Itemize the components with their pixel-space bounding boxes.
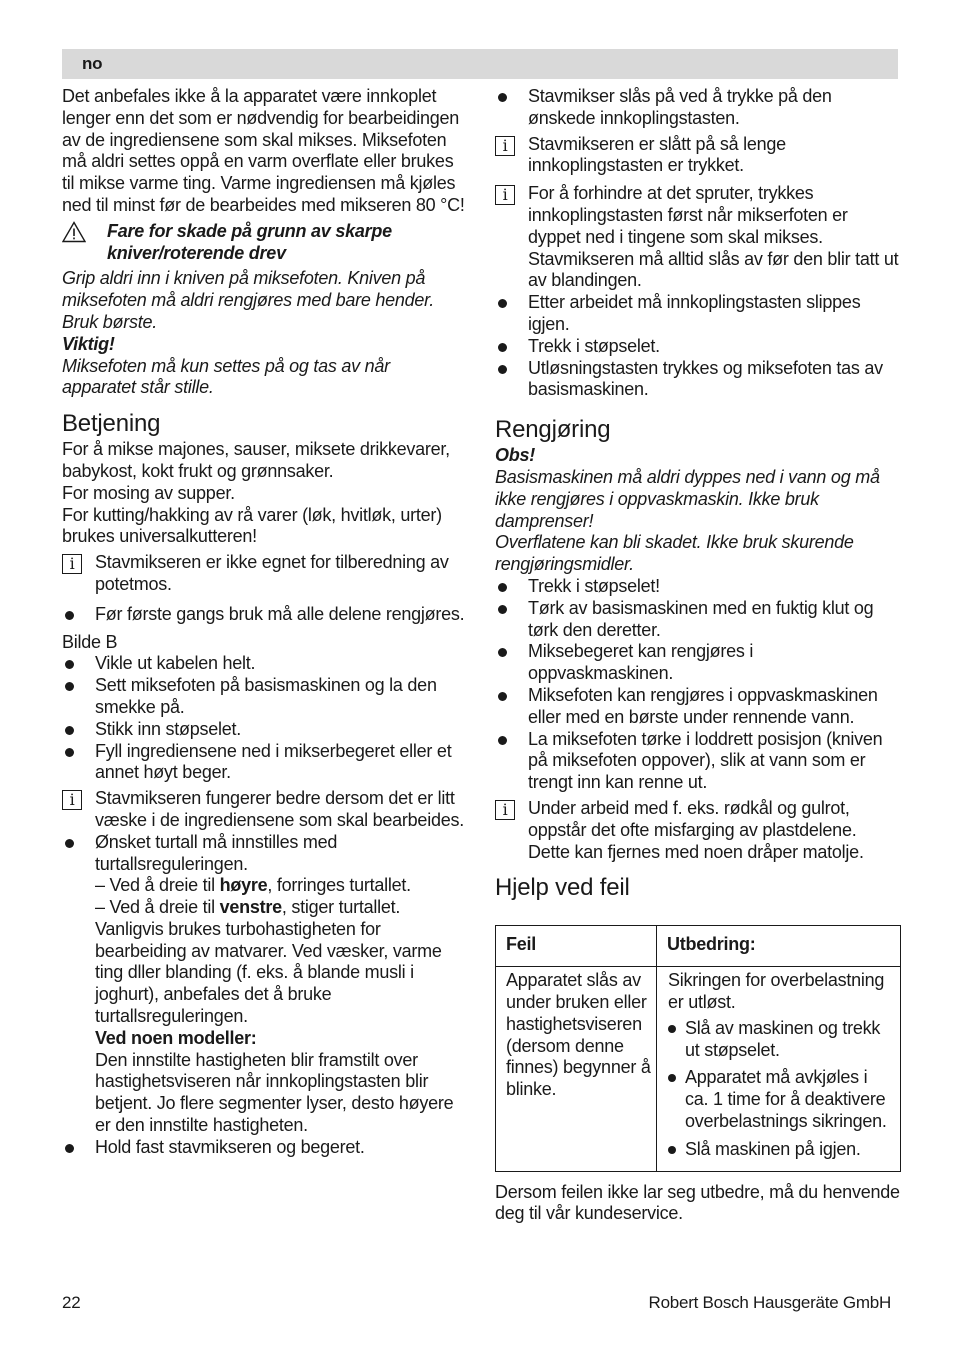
info-note-potetmos — [62, 552, 466, 596]
list-item — [495, 86, 900, 130]
list-item-text: Fyll ingrediensene ned i mikserbegeret eller et annet høyt beger. — [95, 740, 452, 783]
intro-paragraph: Det anbefales ikke å la apparatet være innkoplet lenger enn det som er nødvendig for bearbeidingen av de ingrediensene som skal mikses. Miksefoten må aldri settes oppå en varm overflate eller brukes til mikse varme ting. Varme ingrediensen må kjøles ned til minst før de bearbeides med mikseren 80 °C! — [62, 86, 465, 215]
speed-right-line — [62, 875, 466, 897]
speed-right-prefix: – Ved å dreie til — [95, 875, 220, 896]
language-header-bar — [62, 49, 898, 79]
list-item-text: Vikle ut kabelen helt. — [95, 653, 256, 674]
list-item — [62, 1137, 466, 1159]
list-item — [62, 604, 466, 626]
cleaning-heading: Rengjøring — [495, 416, 611, 444]
betjening-paragraph-3: For kutting/hakking av rå varer (løk, hvitløk, urter) brukes universalkutteren! — [62, 504, 442, 547]
remedy-intro: Sikringen for overbelastning er utløst. — [668, 970, 885, 1013]
info-note-discoloration — [495, 798, 900, 863]
remedy-step-text: Slå av maskinen og trekk ut støpselet. — [685, 1017, 881, 1060]
info-icon: i — [62, 790, 82, 810]
list-item — [495, 598, 900, 642]
models-text: Den innstilte hastigheten blir framstilt over hastighetsviseren når innkoplingstasten blir betjent. Jo flere segmenter lyser, desto høyere er den innstilte hastigheten. — [95, 1049, 454, 1136]
models-label: Ved noen modeller: — [95, 1027, 257, 1048]
page-number: 22 — [62, 1293, 81, 1312]
table-header-row — [496, 926, 901, 967]
list-item — [495, 358, 900, 402]
info-icon: i — [495, 185, 515, 205]
warning-title: Fare for skade på grunn av skarpe kniver/roterende drev — [107, 220, 392, 263]
info-note-text: Under arbeid med f. eks. rødkål og gulrot, oppstår det ofte misfarging av plastdelene. Dette kan fjernes med noen dråper matolje. — [528, 797, 864, 862]
speed-right-suffix: , forringes turtallet. — [267, 875, 411, 896]
list-item-text: Ønsket turtall må innstilles med turtallsreguleringen. — [95, 831, 338, 874]
remedy-step-text: Slå maskinen på igjen. — [685, 1138, 861, 1159]
info-note-text: Stavmikseren fungerer bedre dersom det er litt væske i de ingrediensene som skal bearbeides. — [95, 788, 464, 830]
list-item-text: Hold fast stavmikseren og begeret. — [95, 1136, 365, 1157]
info-note-text: For å forhindre at det spruter, trykkes innkoplingstasten først når mikserfoten er dyppet ned i tingene som skal mikses. Stavmikseren må alltid slås av før den blir tatt ut av blandingen. — [528, 183, 899, 291]
remedy-step — [668, 1018, 894, 1062]
list-item — [495, 685, 900, 729]
remedy-step — [668, 1139, 894, 1161]
info-note-switch — [495, 134, 900, 178]
speed-left-prefix: – Ved å dreie til — [95, 897, 220, 918]
info-note-text: Stavmikseren er ikke egnet for tilberedning av potetmos. — [95, 552, 449, 594]
troubleshooting-table — [495, 925, 901, 1171]
list-item — [62, 675, 466, 719]
obs-text-1: Basismaskinen må aldri dyppes ned i vann og må ikke rengjøres i oppvaskmaskin. Ikke bruk damprenser! — [495, 466, 880, 531]
list-item — [62, 653, 466, 675]
table-header-fault — [496, 926, 657, 967]
company-name: Robert Bosch Hausgeräte GmbH — [648, 1293, 891, 1312]
list-item-text: Sett miksefoten på basismaskinen og la den smekke på. — [95, 675, 437, 717]
list-item — [495, 641, 900, 685]
list-item-text: La miksefoten tørke i loddrett posisjon (kniven på miksefoten oppover), slik at vann som er trengt inn kan renne ut. — [528, 728, 883, 793]
important-label: Viktig! — [62, 333, 115, 354]
betjening-paragraph-2: For mosing av supper. — [62, 482, 235, 503]
list-item-text: Trekk i støpselet! — [528, 575, 660, 596]
table-row — [496, 967, 901, 1171]
list-item — [495, 729, 900, 794]
obs-text-2: Overflatene kan bli skadet. Ikke bruk skurende rengjøringsmidler. — [495, 532, 854, 575]
speed-left-line — [62, 897, 466, 919]
list-item — [62, 719, 466, 741]
table-cell-remedy — [657, 967, 901, 1171]
important-text: Miksefoten må kun settes på og tas av når apparatet står stille. — [62, 355, 390, 398]
list-item-text: Stavmikser slås på ved å trykke på den ønskede innkoplingstasten. — [528, 86, 832, 128]
info-note-text: Stavmikseren er slått på så lenge innkoplingstasten er trykket. — [528, 133, 786, 176]
info-note-splash — [495, 183, 900, 292]
table-cell-fault — [496, 967, 657, 1171]
right-column — [495, 86, 900, 1225]
figure-label: Bilde B — [62, 631, 118, 652]
remedy-step — [668, 1067, 894, 1132]
list-item-text: Før første gangs bruk må alle delene rengjøres. — [95, 603, 465, 624]
table-header-remedy-label: Utbedring: — [667, 934, 756, 955]
language-code: no — [82, 54, 103, 73]
speed-left-suffix: , stiger turtallet. — [281, 897, 401, 918]
list-item-text: Etter arbeidet må innkoplingstasten slippes igjen. — [528, 292, 861, 334]
list-item-text: Utløsningstasten trykkes og miksefoten tas av basismaskinen. — [528, 357, 883, 400]
betjening-paragraph-1: For å mikse majones, sauser, miksete drikkevarer, babykost, kokt frukt og grønnsaker. — [62, 439, 450, 481]
table-header-fault-label: Feil — [506, 934, 537, 955]
list-item-text: Trekk i støpselet. — [528, 335, 660, 356]
speed-left-word: venstre — [219, 897, 282, 918]
warning-text: Grip aldri inn i kniven på miksefoten. Kniven på miksefoten må aldri rengjøres med bare hender. Bruk børste. — [62, 268, 435, 332]
warning-block — [62, 221, 466, 265]
list-item — [495, 576, 900, 598]
info-icon: i — [495, 136, 515, 156]
list-item — [495, 292, 900, 336]
left-column — [62, 86, 466, 1159]
info-icon: i — [62, 554, 82, 574]
list-item — [495, 336, 900, 358]
fault-text: Apparatet slås av under bruken eller hastighetsviseren (dersom denne finnes) begynner å blinke. — [506, 970, 651, 1100]
help-heading: Hjelp ved feil — [495, 874, 630, 902]
obs-label: Obs! — [495, 445, 536, 466]
turbo-text: Vanligvis brukes turbohastigheten for bearbeiding av matvarer. Ved væsker, varme ting dller blanding (f. eks. å blande musli i joghurt), anbefales det å bruke turtallsreguleringen. — [95, 918, 442, 1027]
table-header-remedy — [657, 926, 901, 967]
list-item — [62, 832, 466, 876]
betjening-heading: Betjening — [62, 410, 161, 438]
remedy-step-text: Apparatet må avkjøles i ca. 1 time for å deaktivere overbelastnings sikringen. — [685, 1067, 887, 1132]
speed-right-word: høyre — [219, 875, 268, 896]
list-item-text: Miksebegeret kan rengjøres i oppvaskmaskinen. — [528, 641, 754, 684]
list-item-text: Tørk av basismaskinen med en fuktig klut og tørk den deretter. — [528, 597, 874, 640]
list-item — [62, 741, 466, 785]
info-icon: i — [495, 800, 515, 820]
list-item-text: Stikk inn støpselet. — [95, 718, 242, 739]
closing-text: Dersom feilen ikke lar seg utbedre, må du henvende deg til vår kundeservice. — [495, 1181, 900, 1224]
list-item-text: Miksefoten kan rengjøres i oppvaskmaskinen eller med en børste under rennende vann. — [528, 684, 878, 727]
info-note-liquid — [62, 788, 466, 832]
warning-triangle-icon — [62, 221, 86, 243]
